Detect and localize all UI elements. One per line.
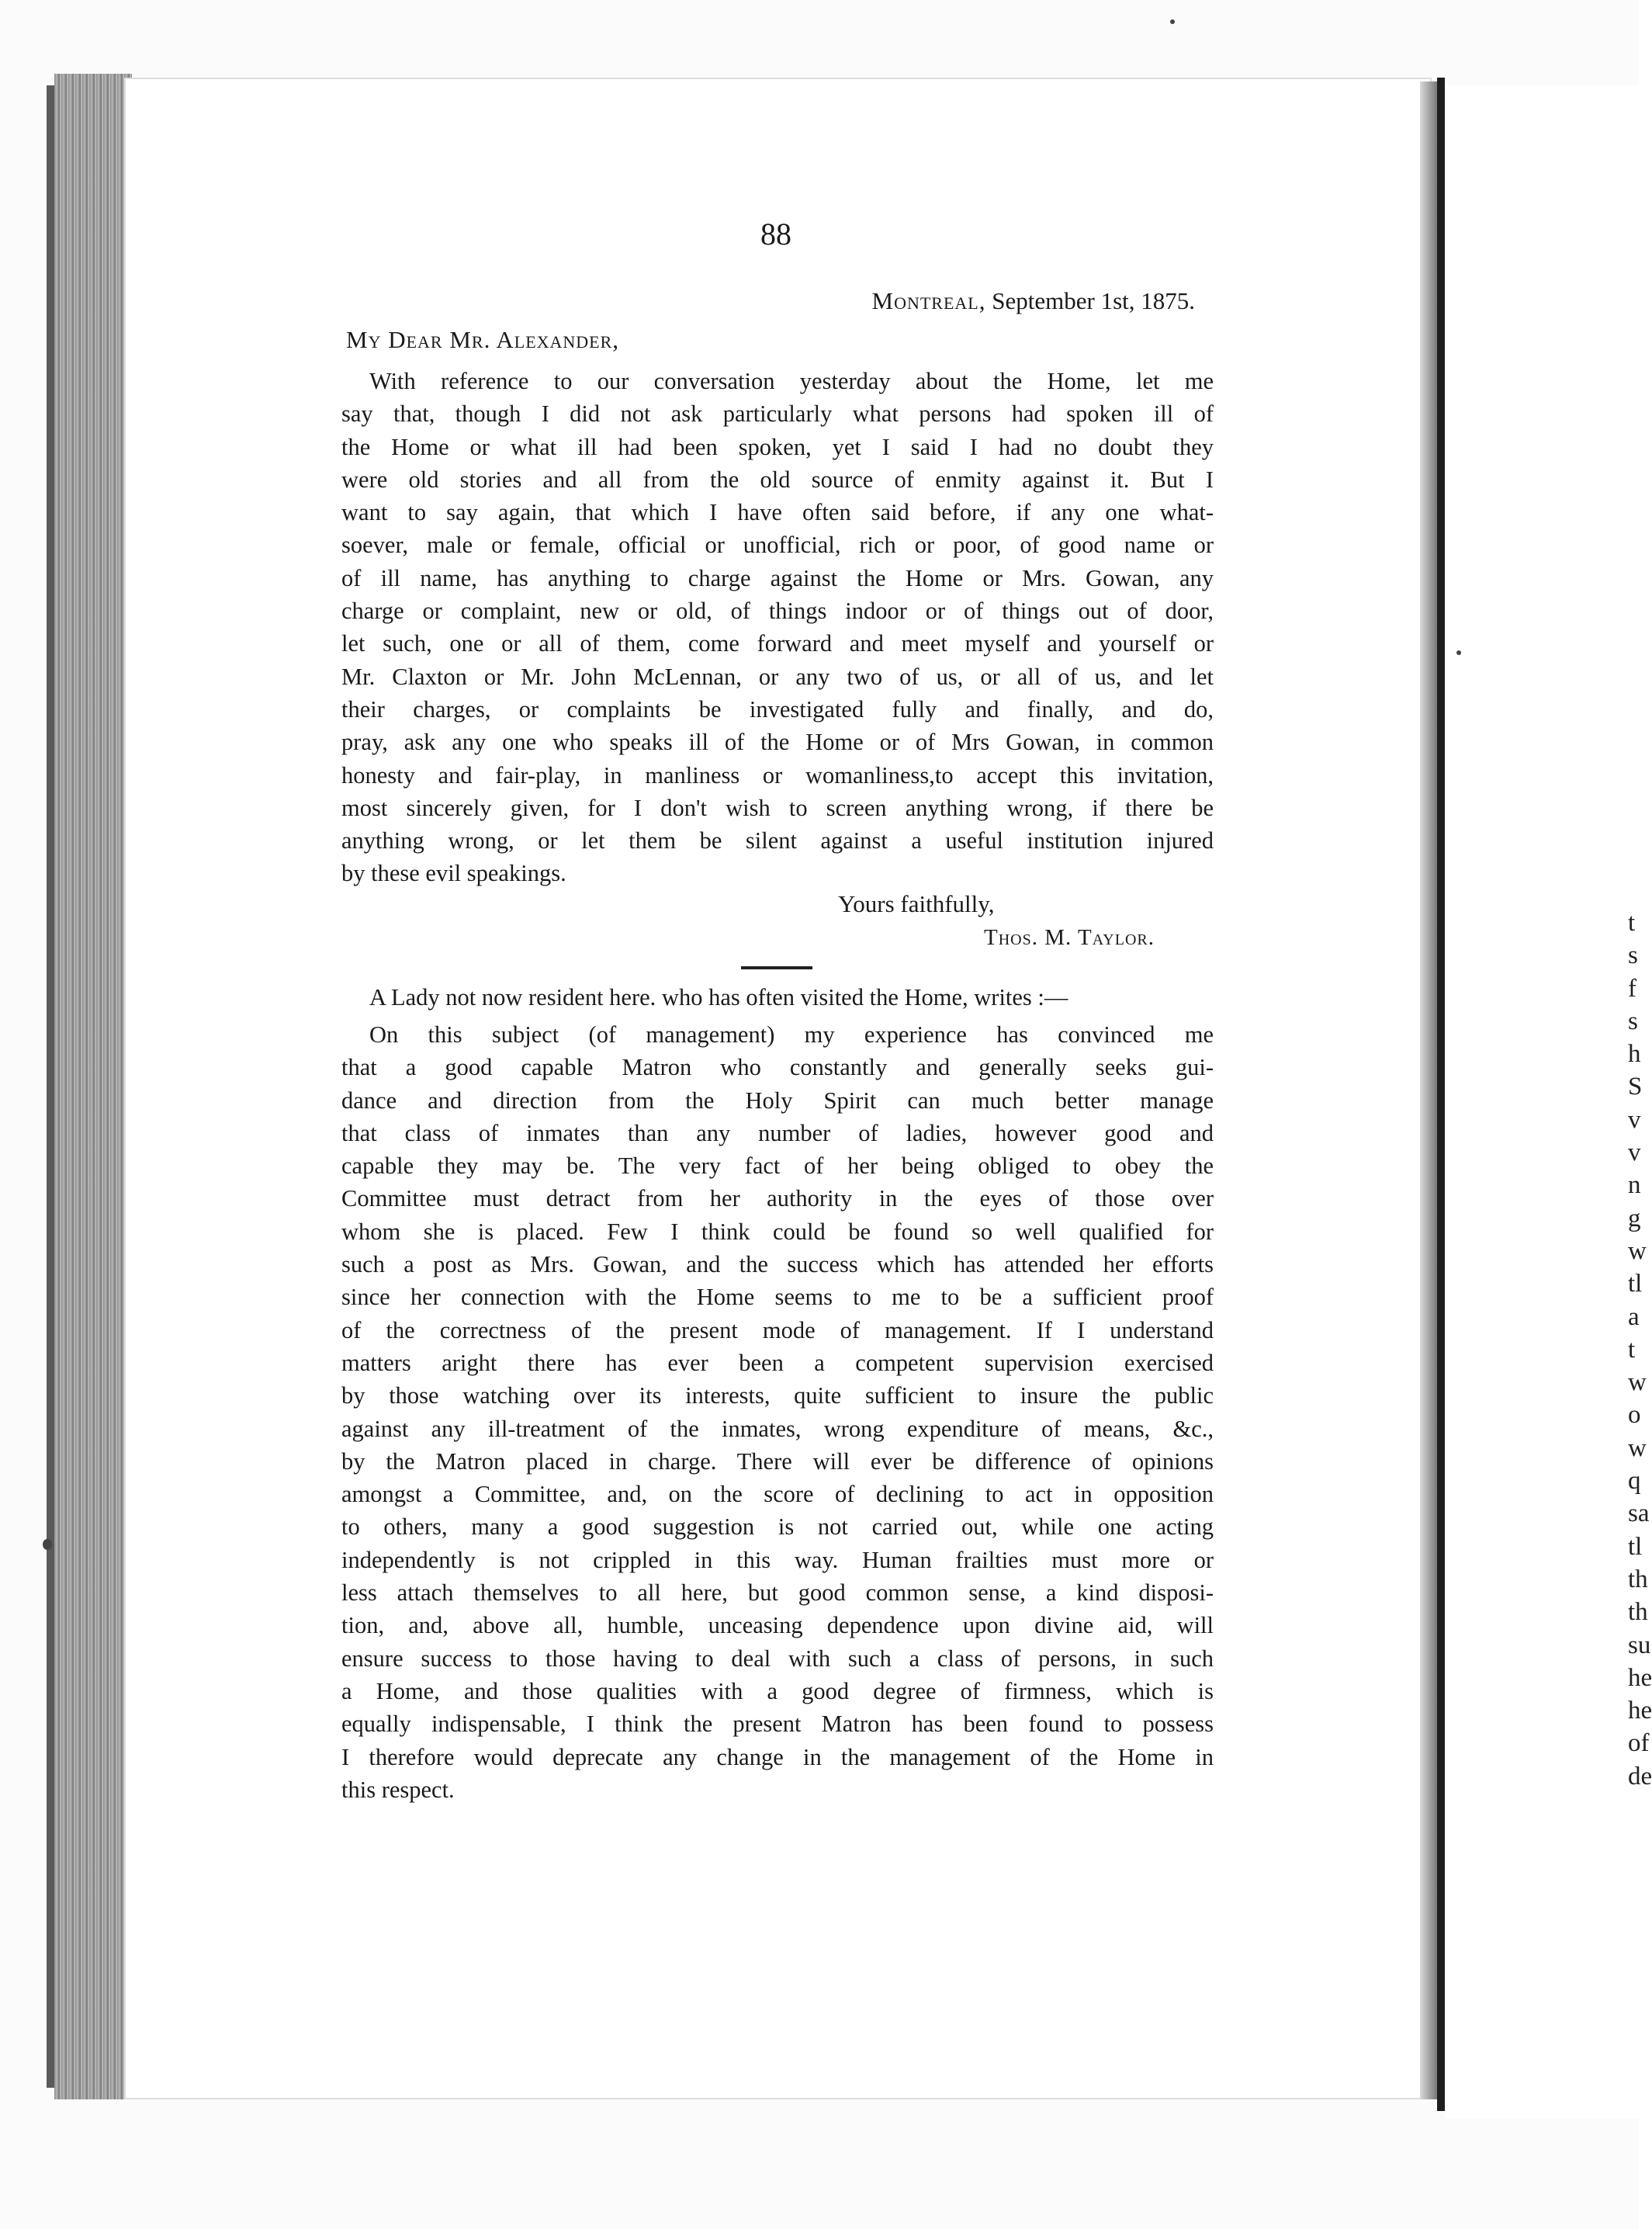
text-line: to others, many a good suggestion is not carried out, while one acting (341, 1513, 1214, 1541)
text-line: by those watching over its interests, quite sufficient to insure the public (341, 1382, 1214, 1409)
text-line: of ill name, has anything to charge against the Home or Mrs. Gowan, any (341, 564, 1214, 591)
text-line: by the Matron placed in charge. There will ever be difference of opinions (341, 1447, 1214, 1475)
text-line: charge or complaint, new or old, of things indoor or of things out of door, (341, 598, 1214, 625)
text-line: were old stories and all from the old source of enmity against it. But I (341, 466, 1214, 493)
letter-closing: Yours faithfully, (838, 890, 995, 917)
text-line: I therefore would deprecate any change in the management of the Home in (341, 1743, 1214, 1770)
facing-page-line-fragment: of (1628, 1729, 1650, 1758)
facing-page-line-fragment: w (1628, 1368, 1647, 1397)
text-line: this respect. (341, 1776, 455, 1803)
facing-page-line-fragment: tl (1628, 1532, 1643, 1561)
text-line: want to say again, that which I have often said before, if any one what- (341, 499, 1214, 526)
text-line: let such, one or all of them, come forward and meet myself and yourself or (341, 630, 1214, 657)
text-line: soever, male or female, official or unofficial, rich or poor, of good name or (341, 532, 1214, 559)
text-line: independently is not crippled in this way. Human frailties must more or (341, 1546, 1214, 1573)
dateline-date: September 1st, 1875. (992, 287, 1195, 314)
facing-page-line-fragment: f (1628, 974, 1636, 1003)
dateline-place: Montreal, (871, 287, 986, 314)
text-line: their charges, or complaints be investigated fully and finally, and do, (341, 695, 1214, 723)
text-line: tion, and, above all, humble, unceasing dependence upon divine aid, will (341, 1612, 1214, 1639)
text-line: of the correctness of the present mode of management. If I understand (341, 1316, 1214, 1343)
page-number: 88 (760, 217, 791, 251)
text-line: Committee must detract from her authority in the eyes of those over (341, 1185, 1214, 1212)
text-line: a Home, and those qualities with a good degree of firmness, which is (341, 1677, 1214, 1704)
text-line: pray, ask any one who speaks ill of the Home or of Mrs Gowan, in common (341, 729, 1214, 756)
letter-body (341, 365, 1214, 890)
facing-page-line-fragment: de (1628, 1762, 1652, 1790)
text-line: With reference to our conversation yesterday about the Home, let me (369, 368, 1214, 394)
text-line: matters aright there has ever been a competent supervision exercised (341, 1349, 1214, 1376)
second-letter-body (341, 1018, 1214, 1806)
facing-page-line-fragment: sa (1628, 1499, 1650, 1528)
facing-page-line-fragment: s (1628, 941, 1638, 970)
text-line: whom she is placed. Few I think could be found so well qualified for (341, 1218, 1214, 1245)
text-line: against any ill-treatment of the inmates, wrong expenditure of means, &c., (341, 1415, 1214, 1442)
letter-signature: Thos. M. Taylor. (984, 925, 1155, 950)
text-line: the Home or what ill had been spoken, yet I said I had no doubt they (341, 433, 1214, 460)
text-line: dance and direction from the Holy Spirit can much better manage (341, 1087, 1214, 1114)
text-line: since her connection with the Home seems to me to be a sufficient proof (341, 1284, 1214, 1311)
second-letter-intro: A Lady not now resident here. who has often visited the Home, writes :— (369, 984, 1068, 1011)
facing-page-line-fragment: t (1628, 1335, 1636, 1364)
letter-dateline (776, 287, 1195, 315)
facing-page-line-fragment: tl (1628, 1270, 1643, 1298)
facing-page-line-fragment: o (1628, 1401, 1641, 1430)
text-line: less attach themselves to all here, but good common sense, a kind disposi- (341, 1579, 1214, 1607)
text-line: that class of inmates than any number of ladies, however good and (341, 1119, 1214, 1146)
facing-page-line-fragment: th (1628, 1598, 1648, 1627)
text-line: say that, though I did not ask particularly what persons had spoken ill of (341, 400, 1214, 428)
text-line: by these evil speakings. (341, 860, 566, 887)
facing-page-line-fragment: v (1628, 1105, 1641, 1134)
facing-page-line-fragment: h (1628, 1040, 1641, 1069)
facing-page-line-fragment: w (1628, 1236, 1647, 1265)
text-line: equally indispensable, I think the present Matron has been found to possess (341, 1711, 1214, 1738)
facing-page-line-fragment: q (1628, 1467, 1641, 1496)
facing-page-line-fragment: th (1628, 1565, 1648, 1593)
text-line: ensure success to those having to deal with such a class of persons, in such (341, 1645, 1214, 1672)
text-line: most sincerely given, for I don't wish to screen anything wrong, if there be (341, 794, 1214, 821)
facing-page-line-fragment: v (1628, 1139, 1641, 1167)
text-line: anything wrong, or let them be silent against a useful institution injured (341, 827, 1214, 855)
text-line: such a post as Mrs. Gowan, and the success which has attended her efforts (341, 1251, 1214, 1278)
facing-page-line-fragment: su (1628, 1631, 1651, 1659)
facing-page-line-fragment: s (1628, 1007, 1638, 1035)
facing-page-line-fragment: t (1628, 909, 1636, 937)
facing-page-line-fragment: g (1628, 1204, 1641, 1232)
text-line: amongst a Committee, and, on the score of declining to act in opposition (341, 1481, 1214, 1508)
text-line: that a good capable Matron who constantly and generally seeks gui- (341, 1054, 1214, 1081)
facing-page-line-fragment: he (1628, 1697, 1652, 1725)
facing-page-line-fragment: he (1628, 1663, 1652, 1692)
text-line: capable they may be. The very fact of her being obliged to obey the (341, 1153, 1214, 1180)
facing-page-line-fragment: a (1628, 1302, 1640, 1331)
text-line: honesty and fair-play, in manliness or womanliness,to accept this invitation, (341, 761, 1214, 789)
facing-page-line-fragment: w (1628, 1433, 1647, 1462)
text-line: Mr. Claxton or Mr. John McLennan, or any two of us, or all of us, and let (341, 663, 1214, 690)
facing-page-line-fragment: S (1628, 1073, 1643, 1101)
text-line: On this subject (of management) my experience has convinced me (369, 1021, 1214, 1048)
facing-page-line-fragment: n (1628, 1171, 1641, 1200)
letter-salutation: My Dear Mr. Alexander, (346, 326, 620, 353)
section-divider (741, 966, 812, 969)
